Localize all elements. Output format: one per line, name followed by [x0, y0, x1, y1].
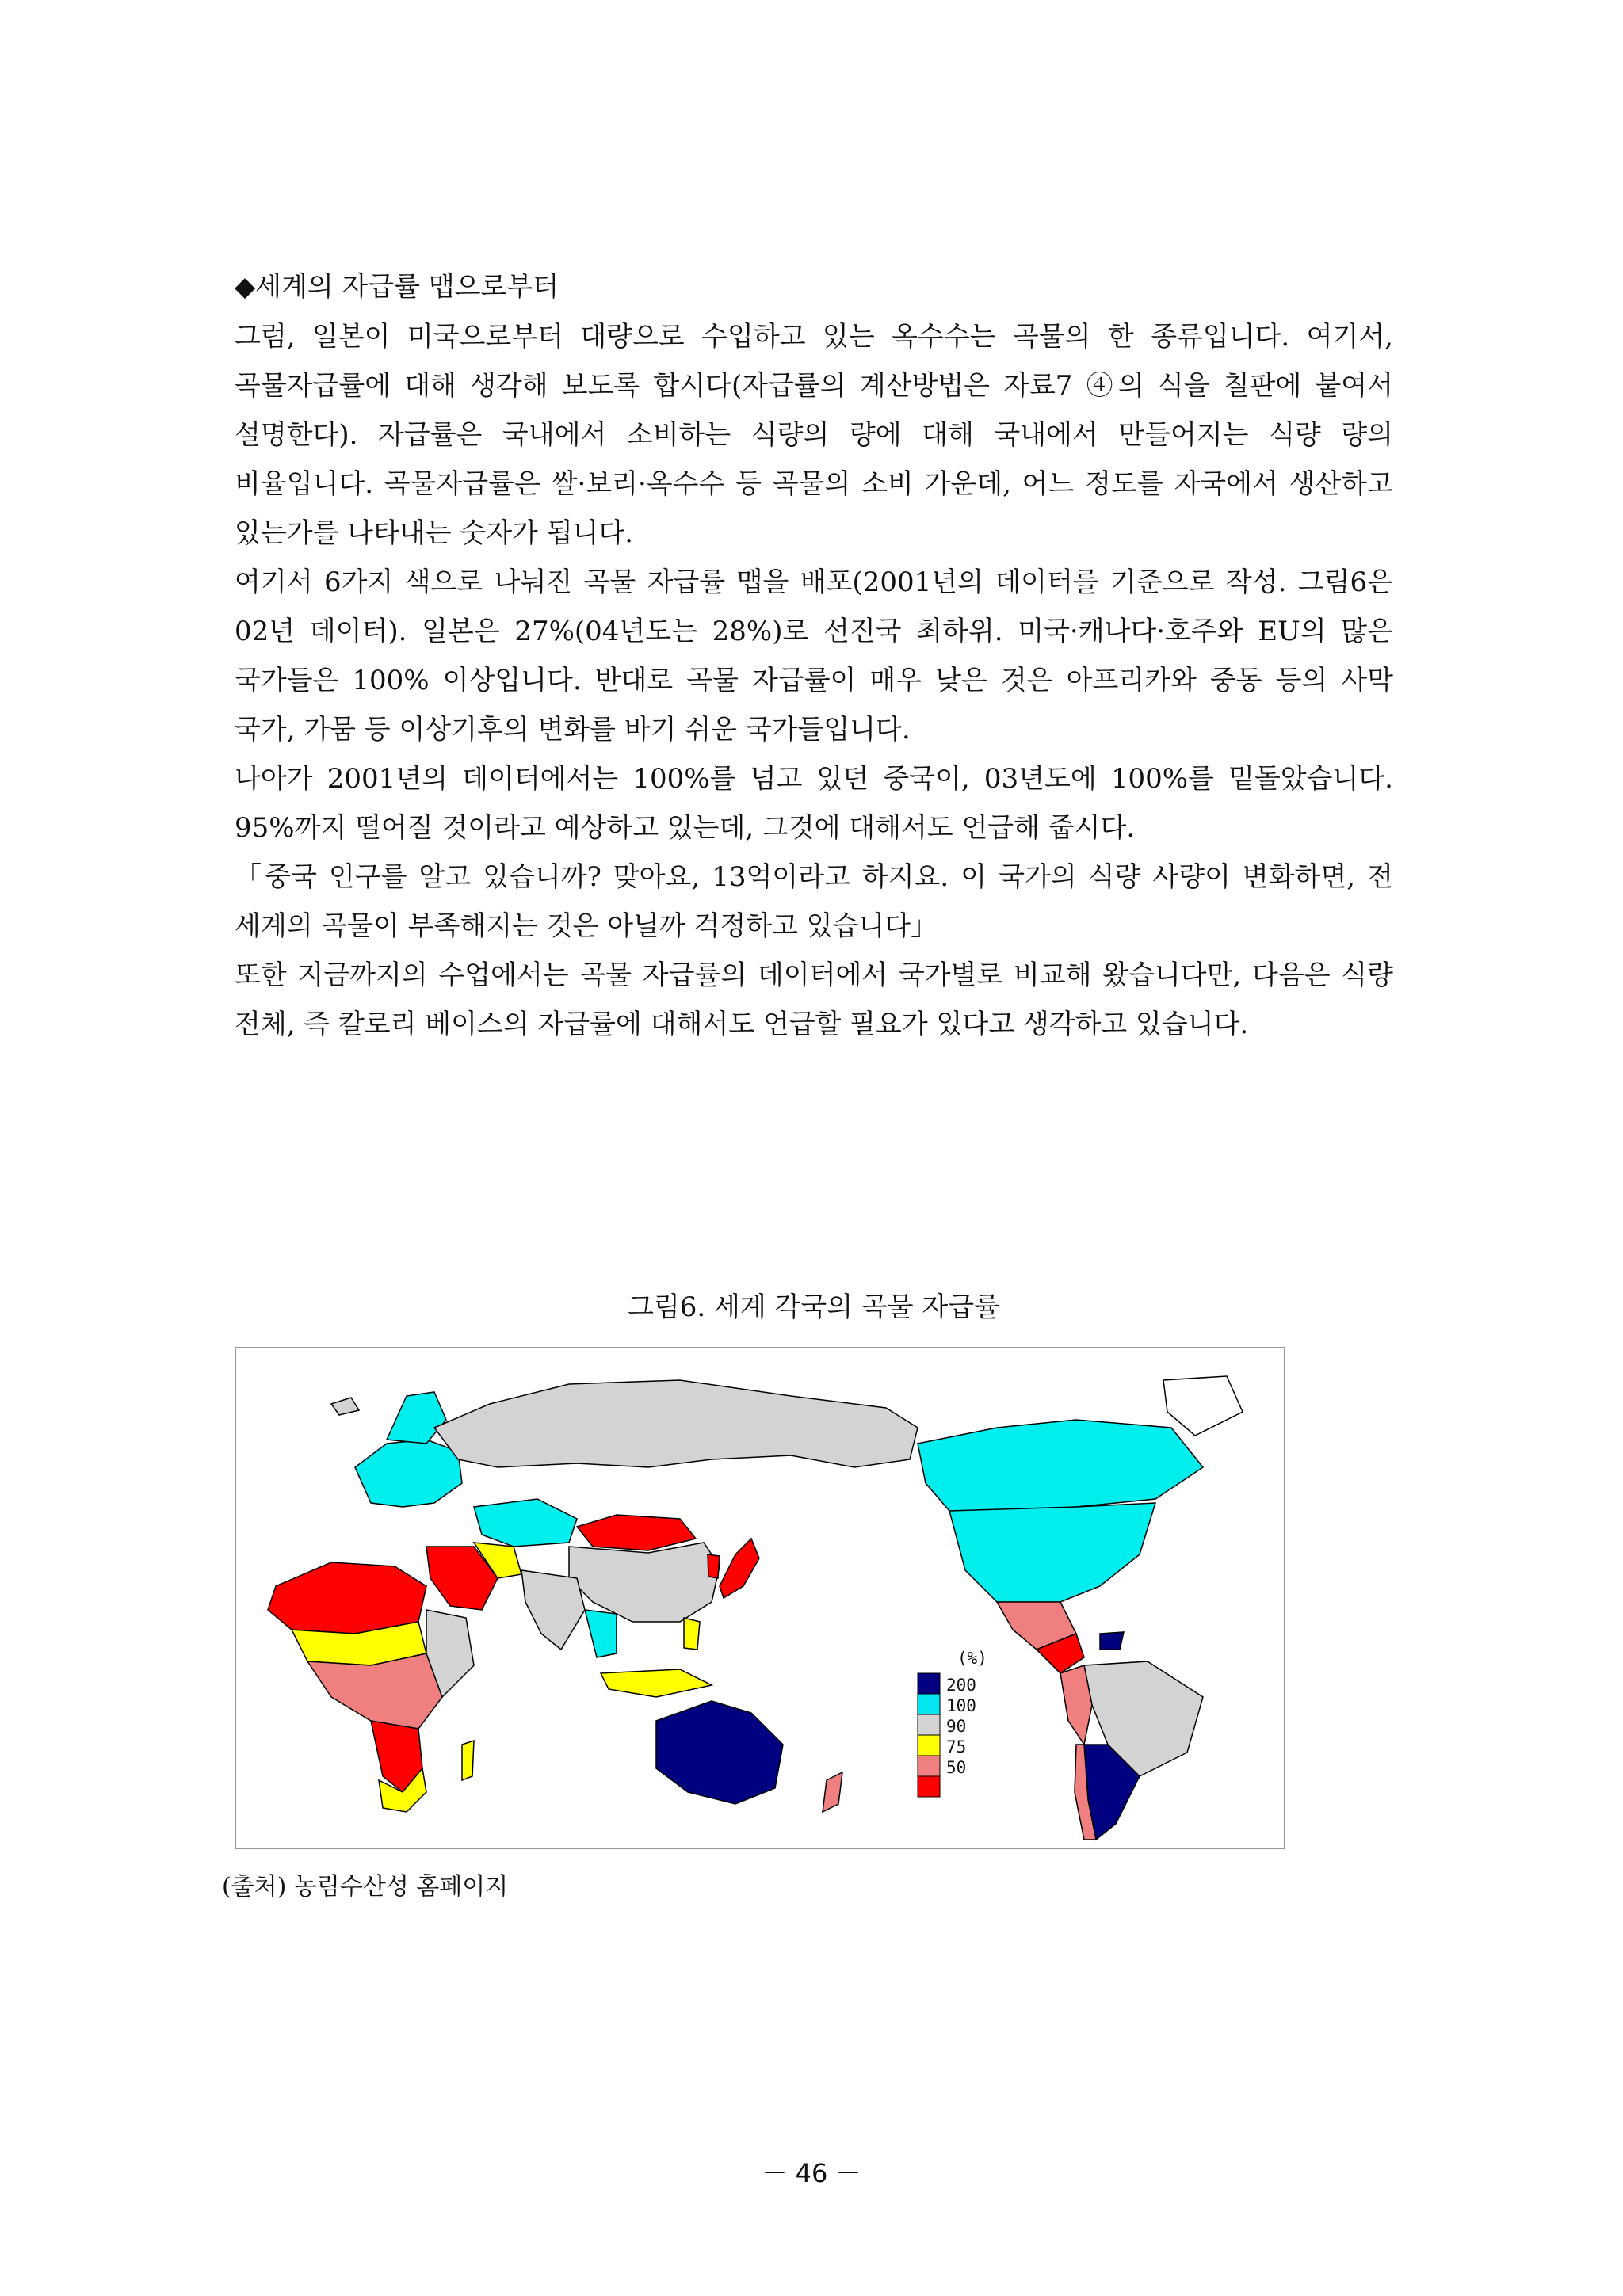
map-se-asia	[585, 1610, 617, 1657]
paragraph-2: 여기서 6가지 색으로 나눠진 곡물 자급률 맵을 배포(2001년의 데이터를 기준으로 작성. 그림6은 02년 데이터). 일본은 27%(04년도는 28%)로 선진국 최하위. 미국·캐나다·호주와 EU의 많은 국가들은 100% 이상입니다. 반대로 곡물 자급률이 매우 낮은 것은 아프리카와 중동 등의 사막 국가, 가뭄 등 이상기후의 변화를 바기 쉬운 국가들입니다.	[235, 566, 1393, 746]
map-europe	[355, 1440, 462, 1507]
section-heading: ◆세계의 자급률 맵으로부터	[235, 271, 559, 303]
map-scandinavia	[387, 1392, 446, 1444]
map-australia	[656, 1701, 783, 1804]
paragraph-5: 또한 지금까지의 수업에서는 곡물 자급률의 데이터에서 국가별로 비교해 왔습니다만, 다음은 식량 전체, 즉 칼로리 베이스의 자급률에 대해서도 언급할 필요가 있다고 생각하고 있습니다.	[235, 959, 1393, 1040]
map-china	[569, 1543, 720, 1622]
legend-label-100: 100	[946, 1696, 976, 1715]
map-legend	[918, 1649, 987, 1797]
map-new-zealand	[823, 1772, 842, 1812]
map-kazakhstan	[474, 1499, 577, 1547]
legend-label-200: 200	[946, 1676, 976, 1695]
world-map-figure	[235, 1347, 1285, 1849]
world-map	[236, 1348, 1284, 1848]
map-mongolia	[577, 1515, 696, 1550]
figure-title: 그림6. 세계 각국의 곡물 자급률	[628, 1291, 1000, 1323]
legend-swatch-below-50	[918, 1776, 940, 1797]
legend-label-50: 50	[946, 1758, 967, 1777]
legend-swatch-90	[918, 1714, 940, 1735]
legend-label-90: 90	[946, 1717, 967, 1736]
map-north-africa	[268, 1562, 426, 1634]
map-russia	[434, 1380, 918, 1467]
map-iceland	[331, 1398, 359, 1415]
legend-swatch-50	[918, 1756, 940, 1776]
page-number: － 46 －	[762, 2158, 861, 2188]
figure-source: (출처) 농림수산성 홈페이지	[222, 1873, 509, 1901]
map-greenland	[1163, 1376, 1243, 1436]
map-canada	[918, 1420, 1203, 1511]
map-indonesia	[601, 1669, 712, 1697]
map-korea	[708, 1554, 720, 1578]
map-usa	[949, 1503, 1155, 1602]
legend-swatch-75	[918, 1735, 940, 1756]
map-philippines	[684, 1618, 700, 1650]
map-madagascar	[462, 1741, 474, 1780]
map-india	[521, 1570, 585, 1650]
legend-label-75: 75	[946, 1737, 967, 1756]
paragraph-1: 그럼, 일본이 미국으로부터 대량으로 수입하고 있는 옥수수는 곡물의 한 종류입니다. 여기서, 곡물자급률에 대해 생각해 보도록 합시다(자급률의 계산방법은 자료7 ④의 식을 칠판에 붙여서 설명한다). 자급률은 국내에서 소비하는 식량의 량에 대해 국내에서 만들어지는 식량 량의 비율입니다. 곡물자급률은 쌀·보리·옥수수 등 곡물의 소비 가운데, 어느 정도를 자국에서 생산하고 있는가를 나타내는 숫자가 됩니다.	[235, 321, 1393, 549]
map-caribbean	[1100, 1632, 1124, 1650]
paragraph-4: 「중국 인구를 알고 있습니까? 맞아요, 13억이라고 하지요. 이 국가의 식량 사량이 변화하면, 전 세계의 곡물이 부족해지는 것은 아닐까 걱정하고 있습니다」	[235, 861, 1393, 942]
paragraph-3: 나아가 2001년의 데이터에서는 100%를 넘고 있던 중국이, 03년도에 100%를 밑돌았습니다. 95%까지 떨어질 것이라고 예상하고 있는데, 그것에 대해서도 언급해 줍시다.	[235, 763, 1393, 844]
body-text	[235, 261, 1393, 1049]
legend-unit: (%)	[957, 1649, 987, 1668]
legend-swatch-100	[918, 1694, 940, 1714]
map-central-africa	[307, 1653, 442, 1729]
map-japan	[720, 1539, 759, 1598]
legend-swatch-200	[918, 1673, 940, 1694]
